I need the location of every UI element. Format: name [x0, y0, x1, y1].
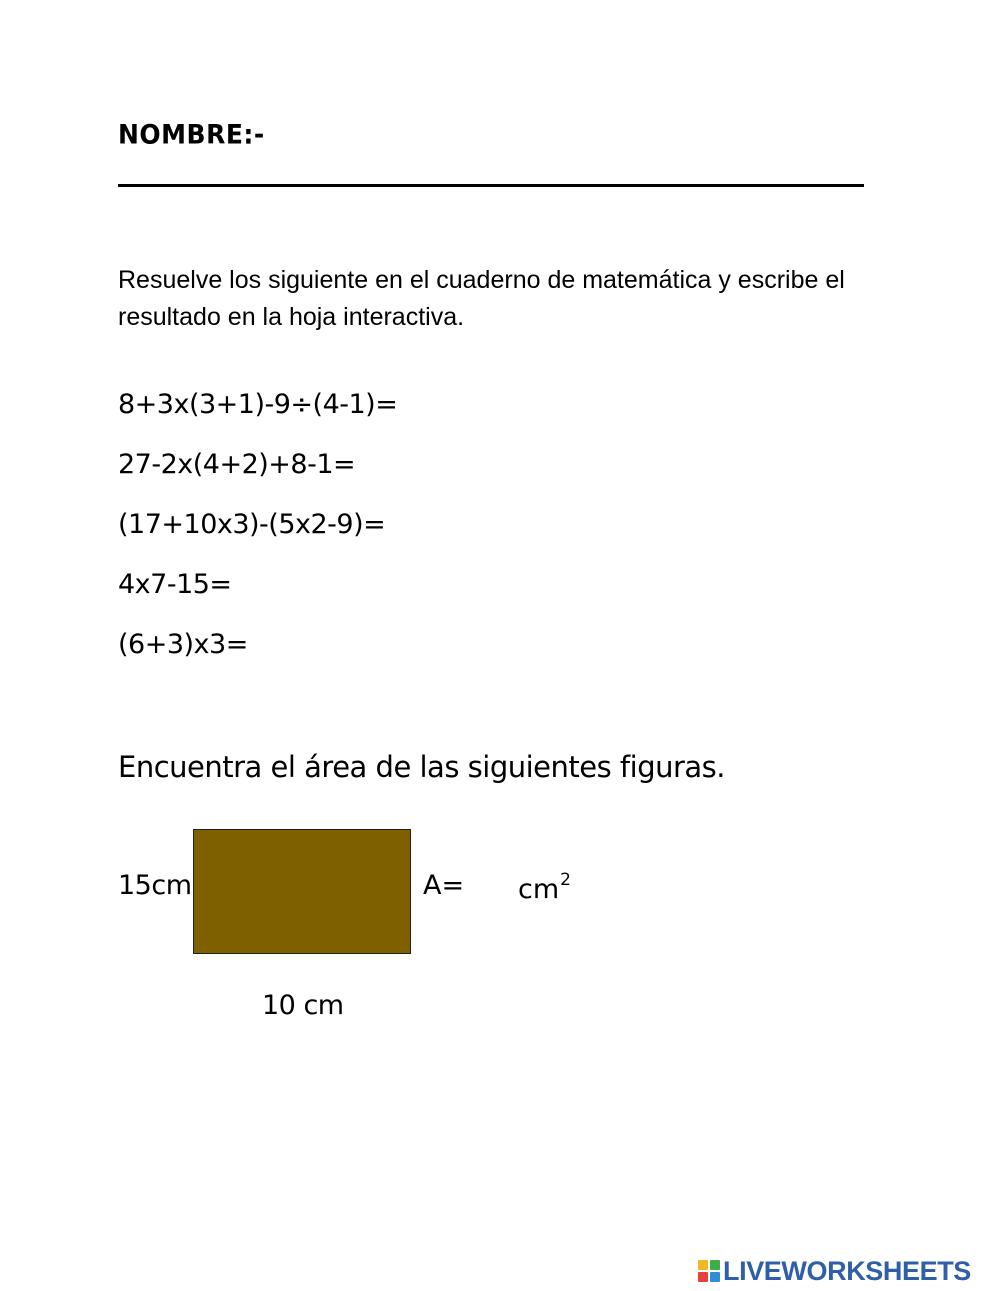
- area-unit: [518, 870, 571, 905]
- equation-1: 8+3x(3+1)-9÷(4-1)=: [118, 389, 398, 420]
- instructions-text: Resuelve los siguiente en el cuaderno de matemática y escribe el resultado en la hoja interactiva.: [118, 266, 845, 331]
- brand-logo: [698, 1255, 971, 1287]
- area-answer-label: A=: [423, 870, 465, 901]
- rectangle-figure: [193, 829, 411, 954]
- logo-square-4: [710, 1272, 720, 1282]
- logo-square-3: [698, 1272, 708, 1282]
- rectangle-base-label: 10 cm: [262, 990, 344, 1021]
- equation-5: (6+3)x3=: [118, 629, 248, 660]
- equation-3: (17+10x3)-(5x2-9)=: [118, 509, 386, 540]
- liveworksheets-logo-icon: [698, 1260, 720, 1282]
- logo-square-2: [710, 1260, 720, 1270]
- name-answer-line[interactable]: [118, 184, 864, 187]
- area-unit-text: cm: [518, 874, 560, 905]
- brand-name: LIVEWORKSHEETS: [723, 1255, 971, 1286]
- name-label: NOMBRE:-: [118, 119, 265, 150]
- equation-4: 4x7-15=: [118, 569, 232, 600]
- logo-square-1: [698, 1260, 708, 1270]
- area-section-title: Encuentra el área de las siguientes figuras.: [118, 750, 726, 784]
- area-unit-exponent: 2: [560, 870, 571, 890]
- equation-2: 27-2x(4+2)+8-1=: [118, 449, 356, 480]
- rectangle-side-label: 15cm: [118, 870, 192, 901]
